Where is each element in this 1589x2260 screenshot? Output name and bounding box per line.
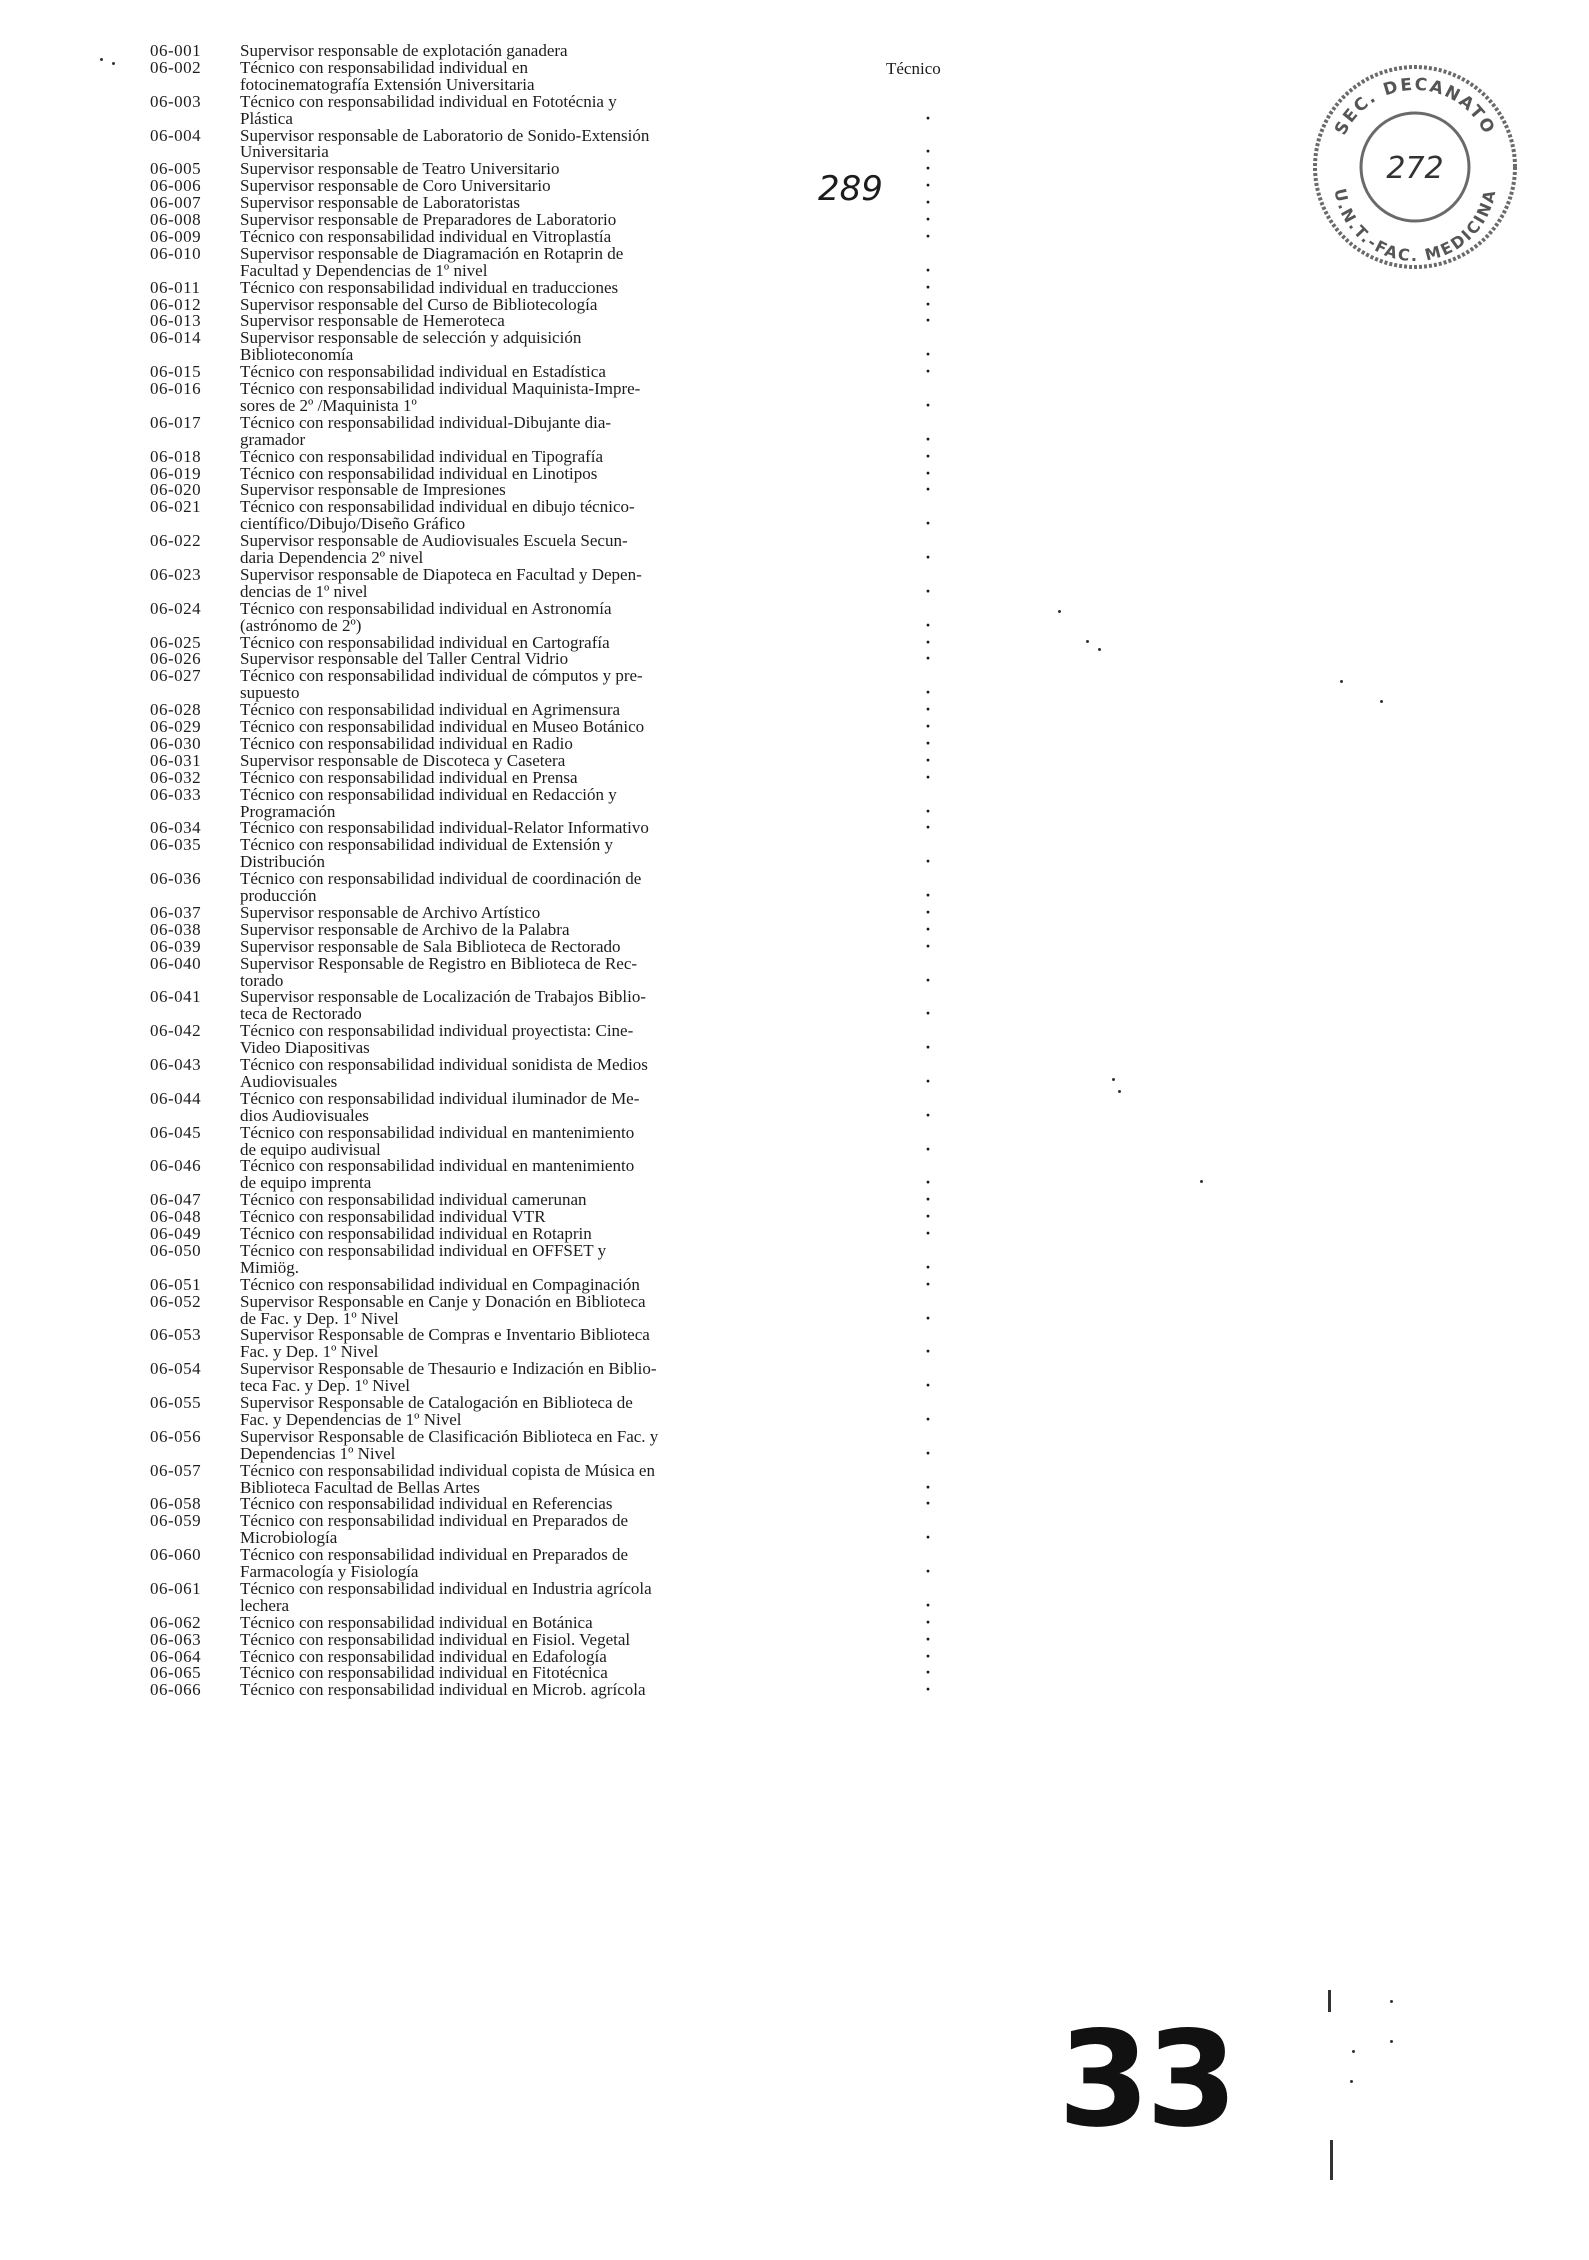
entry-description-line: Técnico con responsabilidad individual en Redacción y [240,784,617,804]
entry-description-line: Técnico con responsabilidad individual en Compaginación [240,1274,640,1294]
scan-speck [100,58,103,61]
entry-description-line: Técnico con responsabilidad individual en OFFSET y [240,1240,607,1260]
entry-description-line: Técnico con responsabilidad individual proyectista: Cine- [240,1021,634,1041]
entry-description-line: Técnico con responsabilidad individual en Agrimensura [240,700,621,720]
ditto-mark: · [925,716,932,736]
ditto-mark: · [925,479,932,500]
entry-description-line: Biblioteca Facultad de Bellas Artes [240,1477,480,1497]
entry-description-line: Supervisor Responsable en Canje y Donación en Biblioteca [240,1291,646,1311]
entry-description-line: Técnico con responsabilidad individual en traducciones [240,277,619,297]
scan-speck [1380,700,1383,703]
ditto-mark: · [925,1223,932,1243]
scan-speck [1350,2080,1353,2083]
entry-code: 06-001 [150,41,202,60]
ditto-mark: · [925,175,932,196]
ditto-mark: · [925,1189,932,1210]
ditto-mark: · [925,1138,932,1159]
scan-mark-line [1328,1990,1331,2012]
ditto-mark: · [925,1341,932,1362]
entry-code: 06-022 [150,531,202,551]
ditto-mark: · [925,851,932,872]
entry-description-line: daria Dependencia 2º nivel [240,548,424,567]
entry-description-line: Supervisor responsable de selección y adquisición [240,328,582,348]
scan-speck [112,62,115,65]
entry-description-line: Facultad y Dependencias de 1º nivel [240,260,488,280]
entry-code: 06-064 [150,1646,202,1666]
entry-description-line: dios Audiovisuales [240,1105,369,1125]
ditto-mark: · [925,1476,932,1497]
entry-code: 06-046 [150,1156,202,1176]
entry-code: 06-008 [150,210,202,229]
entry-description-line: Técnico con responsabilidad individual en Vitroplastía [240,226,612,246]
ditto-mark: · [925,766,932,787]
entry-description-line: Supervisor Responsable de Registro en Biblioteca de Rec- [240,953,638,973]
entry-code: 06-031 [150,750,202,770]
entry-description-line: Técnico con responsabilidad individual en Tipografía [240,446,604,466]
entry-description-line: Video Diapositivas [240,1038,370,1058]
ditto-mark: · [925,699,932,720]
entry-description-line: Técnico con responsabilidad individual camerunan [240,1190,587,1210]
stamp-top-text: SEC. DECANATO [1330,74,1500,139]
entry-code: 06-062 [150,1612,202,1632]
entry-code: 06-047 [150,1190,202,1210]
scan-speck [1058,610,1061,613]
entry-description-line: Farmacología y Fisiología [240,1562,419,1581]
entry-code: 06-005 [150,159,202,179]
entry-code: 06-039 [150,936,202,956]
scan-speck [1118,1090,1121,1093]
entry-code: 06-019 [150,463,202,483]
entry-description-line: Supervisor responsable de Hemeroteca [240,311,505,331]
entry-code: 06-011 [150,277,201,297]
entry-description-line: teca Fac. y Dep. 1º Nivel [240,1376,411,1396]
ditto-mark: · [925,344,932,365]
entry-description-line: científico/Dibujo/Diseño Gráfico [240,514,466,534]
entry-description-line: Programación [240,801,336,821]
entry-description-line: Fac. y Dep. 1º Nivel [240,1342,379,1362]
entry-description-line: Técnico con responsabilidad individual en Linotipos [240,463,598,483]
entry-code: 06-004 [150,125,202,145]
entry-description-line: Supervisor responsable de Teatro Universitario [240,159,560,179]
entry-description-line: producción [240,886,317,905]
entry-code: 06-066 [150,1680,202,1700]
faculty-stamp [1310,62,1520,272]
ditto-mark: · [925,1594,932,1615]
entry-description-line: Fac. y Dependencias de 1º Nivel [240,1409,462,1429]
ditto-mark: · [925,1256,932,1277]
entry-code: 06-036 [150,869,202,889]
entry-code: 06-056 [150,1426,202,1446]
entry-code: 06-030 [150,733,202,753]
stamp-bottom-text: U.N.T.-FAC. MEDICINA [1330,186,1500,266]
ditto-mark: · [925,1611,932,1632]
entry-description-line: Técnico con responsabilidad individual en [240,57,528,77]
ditto-mark: · [925,513,932,534]
entry-code: 06-043 [150,1055,202,1074]
ditto-mark: · [925,1493,932,1514]
entry-description-line: Dependencias 1º Nivel [240,1443,396,1463]
ditto-mark: · [925,547,932,567]
entry-code: 06-053 [150,1325,202,1345]
ditto-mark: · [925,580,932,601]
entry-code: 06-032 [150,767,202,787]
ditto-mark: · [925,800,932,821]
scan-speck [1390,2040,1393,2043]
entry-description-line: gramador [240,429,306,449]
entry-description-line: Técnico con responsabilidad individual VTR [240,1207,546,1227]
entry-description-line: Técnico con responsabilidad individual en Industria agrícola [240,1578,652,1598]
entry-description-line: Supervisor responsable de Laboratorio de Sonido-Extensión [240,125,650,145]
entry-description-line: Técnico con responsabilidad individual en Estadística [240,362,606,382]
entry-code: 06-028 [150,700,202,720]
ditto-mark: · [925,310,932,331]
ditto-mark: · [925,1037,932,1058]
entry-code: 06-034 [150,818,202,838]
entry-description-line: Técnico con responsabilidad individual iluminador de Me- [240,1088,640,1108]
entry-description-line: Mimiög. [240,1257,300,1277]
ditto-mark: · [925,935,932,956]
entry-code: 06-038 [150,919,202,939]
entry-description-line: Biblioteconomía [240,345,354,365]
ditto-mark: · [925,158,932,179]
ditto-mark: · [925,394,932,415]
entry-description-line: Técnico con responsabilidad individual-Relator Informativo [240,818,649,838]
entry-code: 06-048 [150,1207,202,1227]
svg-text:U.N.T.-FAC. MEDICINA [1330,187,1499,265]
ditto-mark: · [925,614,932,635]
entry-description-line: Técnico con responsabilidad individual en Preparados de [240,1545,629,1565]
ditto-mark: · [925,682,932,703]
entry-code: 06-044 [150,1088,202,1108]
entry-code: 06-003 [150,91,202,111]
ditto-mark: · [925,192,932,213]
entry-description-line: torado [240,970,284,990]
entry-description-line: Supervisor Responsable de Clasificación Biblioteca en Fac. y [240,1426,659,1446]
ditto-mark: · [925,1442,932,1463]
entry-description-line: Universitaria [240,142,329,162]
entry-code: 06-018 [150,446,202,466]
entry-code: 06-010 [150,243,202,263]
entry-code: 06-020 [150,480,202,500]
entry-description-line: Audiovisuales [240,1071,338,1091]
ditto-mark: · [925,361,932,382]
ditto-mark: · [925,749,932,770]
entry-code: 06-052 [150,1291,202,1311]
ditto-mark: · [925,1273,932,1294]
entry-description-line: de equipo imprenta [240,1173,372,1193]
ditto-mark: · [925,1408,932,1429]
entry-description-line: Técnico con responsabilidad individual en Preparados de [240,1511,629,1531]
entry-code: 06-014 [150,328,202,348]
scan-speck [1200,1180,1203,1183]
entry-code: 06-065 [150,1663,202,1683]
ditto-mark: · [925,1628,932,1649]
entry-code: 06-021 [150,497,202,517]
entry-code: 06-049 [150,1224,202,1243]
entry-code: 06-024 [150,598,202,618]
entry-description-line: Distribución [240,852,325,872]
entry-description-line: Supervisor Responsable de Thesaurio e Indización en Biblio- [240,1359,657,1379]
entry-description-line: Supervisor responsable de Diagramación en Rotaprin de [240,243,624,263]
scan-speck [1340,680,1343,683]
scan-speck [1352,2050,1355,2053]
ditto-mark: · [925,462,932,483]
entry-code: 06-013 [150,311,202,331]
entry-code: 06-054 [150,1359,202,1379]
entry-code: 06-061 [150,1578,202,1598]
ditto-mark: · [925,1527,932,1548]
entry-description-line: Supervisor responsable de Laboratoristas [240,193,520,213]
entry-description-line: fotocinematografía Extensión Universitaria [240,74,535,94]
ditto-mark: · [925,445,932,466]
entry-description-line: Técnico con responsabilidad individual de cómputos y pre- [240,666,643,686]
entry-description-line: Técnico con responsabilidad individual en Fototécnia y [240,91,617,111]
entry-description-line: Técnico con responsabilidad individual en Edafología [240,1646,607,1666]
scan-speck [1086,640,1089,643]
entry-code: 06-050 [150,1240,202,1260]
entry-code: 06-035 [150,835,202,855]
entry-description-line: Técnico con responsabilidad individual sonidista de Medios [240,1055,648,1074]
ditto-mark: · [925,631,932,652]
ditto-mark: · [925,107,932,128]
entry-description-line: Técnico con responsabilidad individual en Prensa [240,767,578,787]
ditto-mark: · [925,1375,932,1396]
entry-code: 06-012 [150,294,202,314]
ditto-mark: · [925,817,932,838]
ditto-mark: · [925,209,932,229]
entry-code: 06-059 [150,1511,202,1531]
scan-speck [1098,648,1101,651]
ditto-mark: · [925,428,932,449]
entry-description-line: Supervisor Responsable de Compras e Inventario Biblioteca [240,1325,650,1345]
ditto-mark: · [925,225,932,246]
entry-description-line: Técnico con responsabilidad individual-Dibujante dia- [240,412,612,432]
scan-mark-line [1330,2140,1333,2180]
entry-description-line: supuesto [240,683,300,703]
entry-description-line: Supervisor responsable de Preparadores de Laboratorio [240,210,617,229]
entry-description-line: (astrónomo de 2º) [240,615,362,635]
ditto-mark: · [925,1645,932,1666]
entry-description-line: Técnico con responsabilidad individual copista de Música en [240,1460,655,1480]
entry-code: 06-051 [150,1274,202,1294]
entry-description-line: teca de Rectorado [240,1004,362,1024]
ditto-mark: · [925,732,932,753]
stamp-number: 272 [1386,151,1444,186]
page-number: 33 [1058,2003,1234,2157]
ditto-mark: · [925,1662,932,1683]
entry-description-line: Microbiología [240,1528,338,1548]
entry-description-line: de equipo audivisual [240,1139,381,1159]
entry-description-line: de Fac. y Dep. 1º Nivel [240,1308,399,1328]
ditto-mark: · [925,1172,932,1193]
entry-code: 06-029 [150,717,202,736]
entry-code: 06-015 [150,362,202,382]
entry-description-line: Técnico con responsabilidad individual Maquinista-Impre- [240,379,641,398]
entry-description-line: Técnico con responsabilidad individual en Museo Botánico [240,717,645,736]
entry-description-line: Técnico con responsabilidad individual en Botánica [240,1612,593,1632]
entry-code: 06-045 [150,1122,202,1142]
entry-description-line: Técnico con responsabilidad individual en Microb. agrícola [240,1680,646,1700]
entry-description-line: Supervisor responsable de Audiovisuales Escuela Secun- [240,531,628,551]
entry-description-line: Supervisor responsable de Coro Universitario [240,176,551,196]
entry-description-line: Técnico con responsabilidad individual en Astronomía [240,598,612,618]
entry-code: 06-057 [150,1460,202,1480]
entry-description-line: Supervisor responsable de Archivo de la Palabra [240,919,570,939]
column-header-tecnico: Técnico [886,59,941,78]
ditto-mark: · [925,259,932,280]
scan-speck [1390,2000,1393,2003]
ditto-mark: · [925,1206,932,1227]
entry-code: 06-023 [150,564,202,584]
entry-code: 06-016 [150,379,202,398]
entry-code: 06-058 [150,1494,202,1514]
ditto-mark: · [925,1561,932,1581]
ditto-mark: · [925,1104,932,1125]
entry-description-line: Supervisor responsable de Archivo Artístico [240,902,541,922]
entry-code: 06-055 [150,1393,202,1412]
entry-description-line: Técnico con responsabilidad individual en Fisiol. Vegetal [240,1629,631,1649]
ditto-mark: · [925,1070,932,1091]
entry-description-line: Plástica [240,108,293,128]
entry-description-line: sores de 2º /Maquinista 1º [240,395,417,415]
entry-description-line: Técnico con responsabilidad individual en mantenimiento [240,1122,635,1142]
entry-description-line: dencias de 1º nivel [240,581,368,601]
ditto-mark: · [925,648,932,669]
entry-code: 06-002 [150,57,202,77]
entry-description-line: Técnico con responsabilidad individual en Radio [240,733,573,753]
entry-code: 06-027 [150,666,202,686]
ditto-mark: · [925,885,932,905]
ditto-mark: · [925,918,932,939]
entry-code: 06-017 [150,412,202,432]
entry-description-line: Supervisor responsable de Discoteca y Casetera [240,750,566,770]
entry-description-line: Técnico con responsabilidad individual en Cartografía [240,632,610,652]
entry-description-line: Técnico con responsabilidad individual en Rotaprin [240,1224,592,1243]
entry-description-line: Supervisor responsable de Sala Biblioteca de Rectorado [240,936,621,956]
ditto-mark: · [925,969,932,990]
entry-description-line: Supervisor responsable de Diapoteca en Facultad y Depen- [240,564,642,584]
entry-description-line: Supervisor responsable del Curso de Bibliotecología [240,294,598,314]
ditto-mark: · [925,276,932,297]
entry-code: 06-025 [150,632,202,652]
ditto-mark: · [925,293,932,314]
entry-description-line: Supervisor responsable de Impresiones [240,480,506,500]
entry-code: 06-009 [150,226,202,246]
entry-code: 06-026 [150,649,202,669]
entry-code: 06-037 [150,902,202,922]
entry-code: 06-006 [150,176,202,196]
ditto-mark: · [925,1679,932,1700]
entry-description-line: Técnico con responsabilidad individual en Referencias [240,1494,613,1514]
scan-speck [1112,1078,1115,1081]
entry-description-line: Supervisor responsable de Localización de Trabajos Biblio- [240,987,647,1007]
entry-description-line: Técnico con responsabilidad individual en Fitotécnica [240,1663,608,1683]
entry-description-line: Supervisor Responsable de Catalogación en Biblioteca de [240,1393,633,1412]
entry-description-line: Técnico con responsabilidad individual en dibujo técnico- [240,497,635,517]
ditto-mark: · [925,901,932,922]
entry-code: 06-060 [150,1545,202,1565]
handwritten-note: 289 [818,169,883,209]
entry-description-line: Técnico con responsabilidad individual de Extensión y [240,835,613,855]
entry-description-line: Técnico con responsabilidad individual en mantenimiento [240,1156,635,1176]
ditto-mark: · [925,1003,932,1024]
ditto-mark: · [925,141,932,162]
entry-code: 06-040 [150,953,202,973]
entry-code: 06-063 [150,1629,202,1649]
ditto-mark: · [925,1307,932,1328]
entry-code: 06-007 [150,193,202,213]
entry-description-line: Técnico con responsabilidad individual de coordinación de [240,869,642,889]
entry-description-line: Supervisor responsable del Taller Central Vidrio [240,649,569,669]
entry-description-line: lechera [240,1595,290,1615]
entry-description-line: Supervisor responsable de explotación ganadera [240,41,568,60]
entry-code: 06-042 [150,1021,202,1041]
entry-code: 06-033 [150,784,202,804]
entry-code: 06-041 [150,987,202,1007]
